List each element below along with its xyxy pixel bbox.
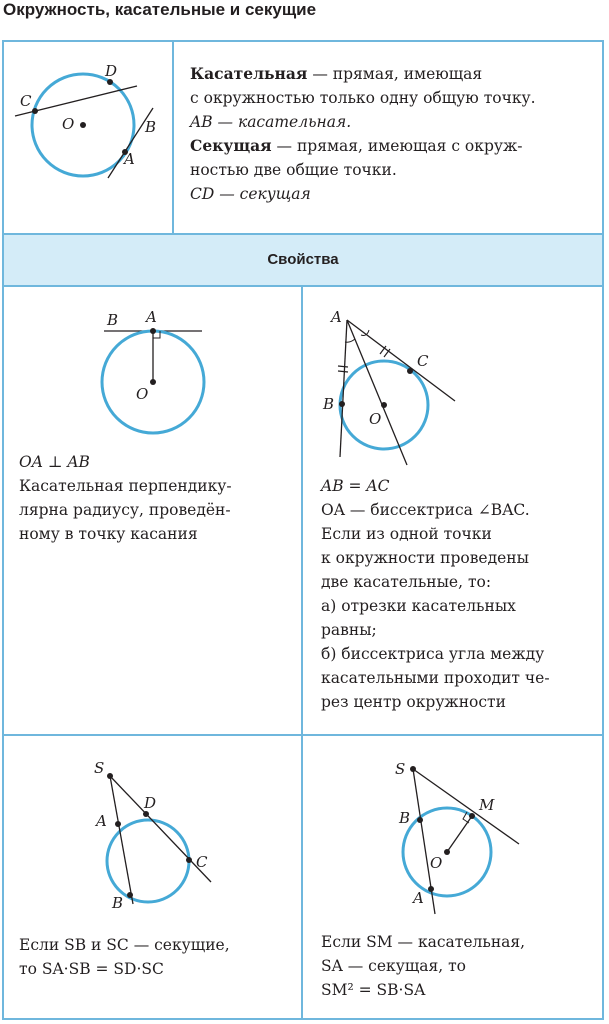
fig5-label-m: M <box>479 796 495 814</box>
fig1-label-o: O <box>62 115 75 133</box>
fig5-label-s: S <box>395 760 406 778</box>
prop3-line-2: то SA·SB = SD·SC <box>19 960 164 978</box>
secant-def-1: — прямая, имеющая с окруж- <box>271 137 523 155</box>
fig4-label-b: B <box>112 894 124 912</box>
tangent-def-1: — прямая, имеющая <box>307 65 483 83</box>
fig3-point-c <box>407 368 413 374</box>
prop2-text <box>321 474 601 714</box>
fig5-tangent-sm <box>413 769 519 844</box>
tangent-term: Касательная <box>190 64 308 83</box>
prop4-line-3: SM² = SB·SA <box>321 981 426 999</box>
fig2-label-a: A <box>146 308 157 326</box>
tangent-example: AB — касательная. <box>190 113 352 131</box>
prop2-line: рез центр окружности <box>321 693 506 711</box>
fig3-point-b <box>339 401 345 407</box>
prop1-text <box>19 450 299 546</box>
figure-tangent-secant-from-point <box>303 736 602 926</box>
fig2-label-o: O <box>136 385 149 403</box>
fig5-label-a: A <box>413 889 424 907</box>
fig1-label-c: C <box>20 92 32 110</box>
fig5-label-b: B <box>399 809 411 827</box>
properties-title: Свойства <box>267 251 339 268</box>
prop3-line-1: Если SB и SC — секущие, <box>19 936 230 954</box>
fig3-point-o <box>381 402 387 408</box>
figure-tangent-secant <box>0 42 172 233</box>
fig4-point-b <box>127 892 133 898</box>
secant-def-2: ностью две общие точки. <box>190 161 397 179</box>
prop4-line-2: SA — секущая, то <box>321 957 467 975</box>
fig3-tick-ab-1 <box>338 366 348 367</box>
fig3-label-a: A <box>331 308 342 326</box>
prop2-line: к окружности проведены <box>321 549 529 567</box>
prop2-line: равны; <box>321 621 377 639</box>
fig4-label-c: C <box>196 853 208 871</box>
fig1-point-o <box>80 122 86 128</box>
definitions-text <box>190 62 600 206</box>
prop1-line: ному в точку касания <box>19 525 198 543</box>
prop4-text <box>321 930 601 1002</box>
prop2-line: две касательные, то: <box>321 573 492 591</box>
top-column-divider <box>172 42 174 233</box>
page-title: Окружность, касательные и секущие <box>3 0 317 19</box>
prop2-formula-2: OA — биссектриса ∠BAC. <box>321 501 530 519</box>
tangent-def-2: с окружностью только одну общую точку. <box>190 89 536 107</box>
fig5-point-a <box>428 886 434 892</box>
fig4-circle <box>107 820 189 902</box>
prop2-line: Если из одной точки <box>321 525 492 543</box>
fig2-label-b: B <box>107 311 119 329</box>
secant-example: CD — секущая <box>190 185 311 203</box>
prop1-line: Касательная перпендику- <box>19 477 232 495</box>
fig4-point-c <box>186 857 192 863</box>
prop4-line-1: Если SM — касательная, <box>321 933 526 951</box>
fig5-point-b <box>417 817 423 823</box>
fig3-label-o: O <box>369 410 382 428</box>
fig1-point-c <box>32 108 38 114</box>
secant-definition <box>190 134 600 158</box>
fig5-point-s <box>410 766 416 772</box>
fig1-label-a: A <box>124 150 135 168</box>
fig5-label-o: O <box>430 854 443 872</box>
fig5-point-o <box>444 849 450 855</box>
prop1-formula: OA ⊥ AB <box>19 453 90 471</box>
fig5-point-m <box>469 813 475 819</box>
fig2-point-a <box>150 328 156 334</box>
secant-term: Секущая <box>190 136 272 155</box>
fig4-label-a: A <box>96 812 107 830</box>
fig1-label-b: B <box>145 118 157 136</box>
prop2-formula-1: AB = AC <box>321 477 390 495</box>
fig4-point-a <box>115 821 121 827</box>
figure-two-secants <box>4 736 301 926</box>
fig3-tangent-ab <box>340 320 347 457</box>
fig3-tick-ab-2 <box>338 371 348 372</box>
fig3-label-b: B <box>323 395 335 413</box>
prop2-line: касательными проходит че- <box>321 669 550 687</box>
prop1-line: лярна радиусу, проведён- <box>19 501 231 519</box>
prop2-line: б) биссектриса угла между <box>321 645 545 663</box>
figure-radius-tangent <box>4 287 301 447</box>
tangent-definition <box>190 62 600 86</box>
fig3-label-c: C <box>417 352 429 370</box>
figure-two-tangents <box>303 287 602 467</box>
fig1-label-d: D <box>105 62 118 80</box>
fig2-point-o <box>150 379 156 385</box>
fig4-point-s <box>107 773 113 779</box>
prop2-line: а) отрезки касательных <box>321 597 516 615</box>
fig4-label-s: S <box>94 759 105 777</box>
fig4-label-d: D <box>144 794 157 812</box>
prop3-text <box>19 933 299 981</box>
fig5-radius-om <box>447 816 472 852</box>
